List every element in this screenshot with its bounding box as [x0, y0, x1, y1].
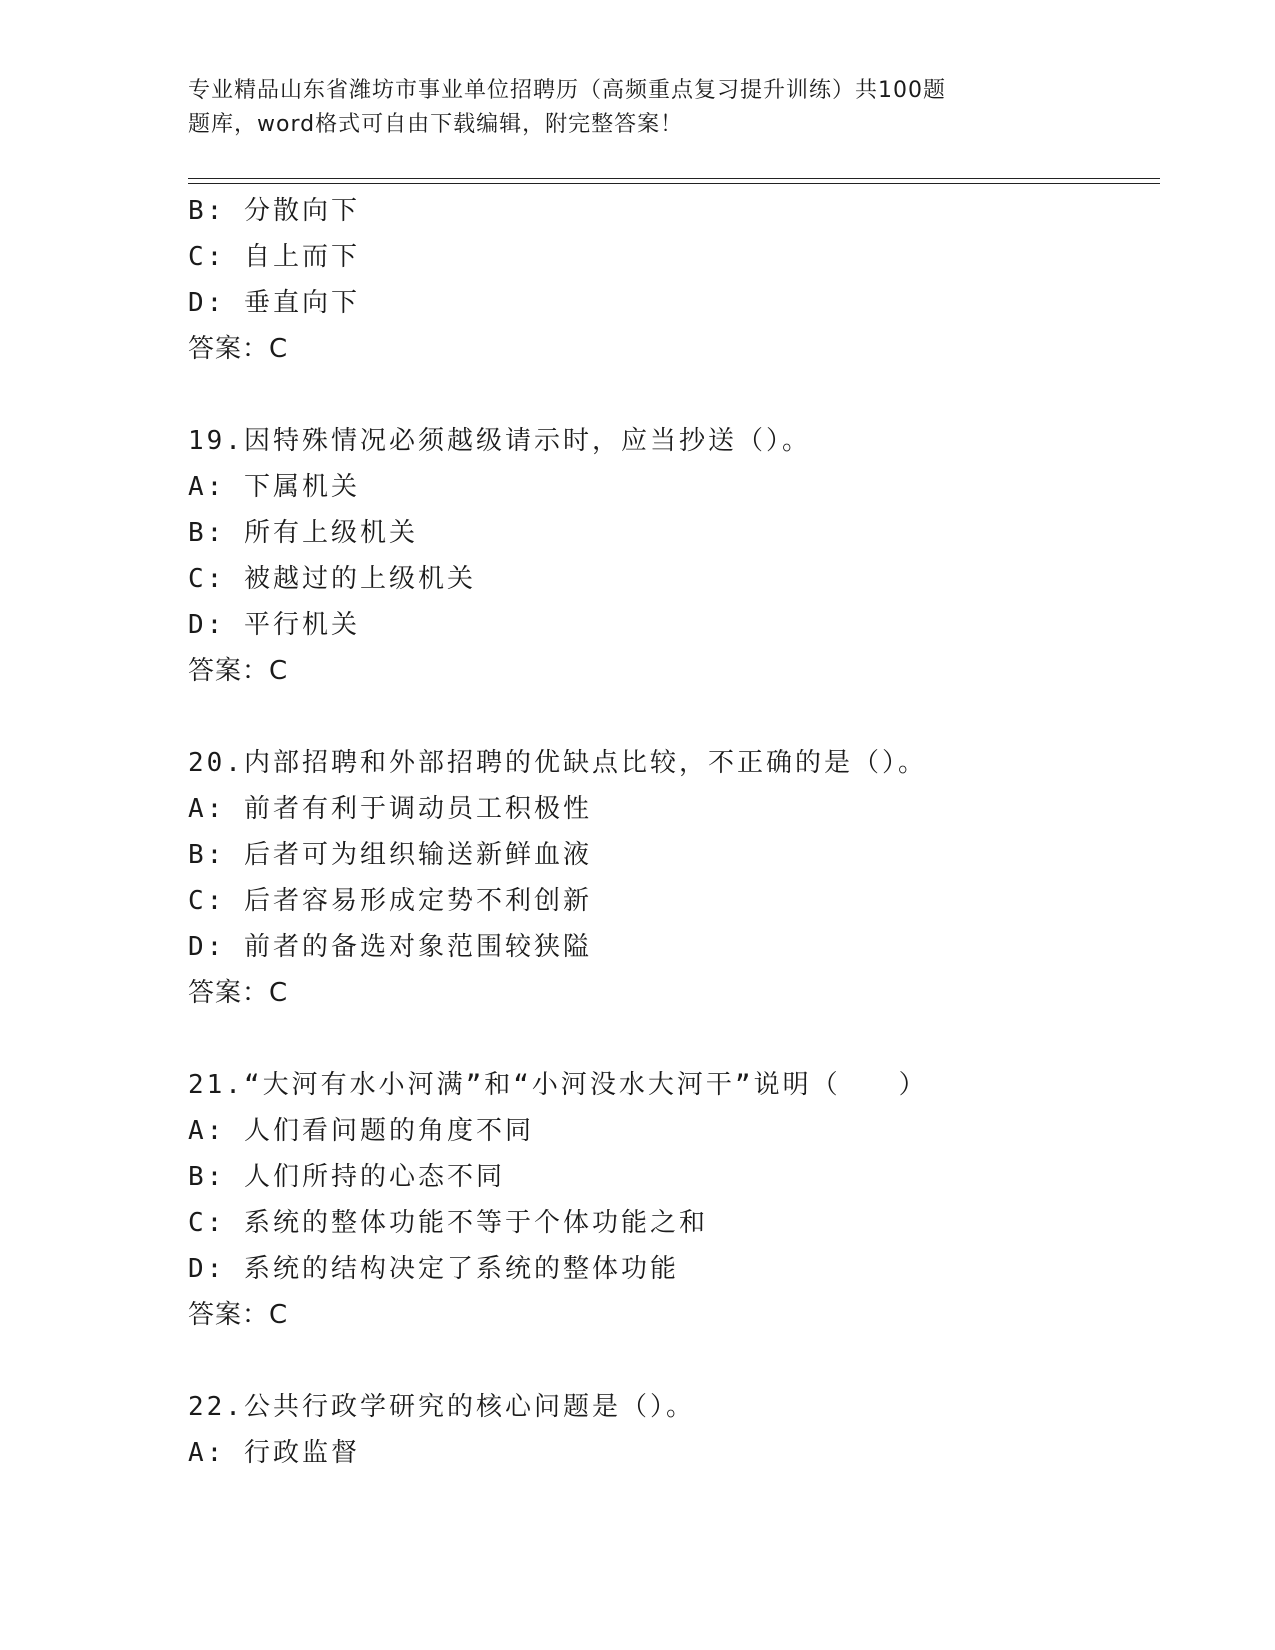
header-line-2: 题库，word格式可自由下载编辑，附完整答案！: [188, 112, 684, 137]
option-a: A: 人们看问题的角度不同: [188, 1116, 534, 1146]
answer-label: 答案：C: [188, 334, 289, 364]
option-b: B: 后者可为组织输送新鲜血液: [188, 840, 592, 870]
question-block-22: [188, 1384, 1168, 1476]
option-c: C: 自上而下: [188, 242, 360, 272]
header-divider-bottom: [188, 183, 1160, 184]
spacer: [188, 1016, 1168, 1062]
header-line-1: 专业精品山东省潍坊市事业单位招聘历（高频重点复习提升训练）共100题: [188, 78, 946, 103]
option-d: D: 前者的备选对象范围较狭隘: [188, 932, 592, 962]
option-b: B: 所有上级机关: [188, 518, 418, 548]
question-text: 22.公共行政学研究的核心问题是（）。: [188, 1392, 695, 1422]
question-text: 19.因特殊情况必须越级请示时，应当抄送（）。: [188, 426, 811, 456]
option-c: C: 被越过的上级机关: [188, 564, 476, 594]
question-block-18: [188, 188, 1168, 372]
answer-label: 答案：C: [188, 656, 289, 686]
question-text: 21.“大河有水小河满”和“小河没水大河干”说明（ ）: [188, 1070, 928, 1100]
spacer: [188, 372, 1168, 418]
spacer: [188, 694, 1168, 740]
answer-label: 答案：C: [188, 1300, 289, 1330]
answer-label: 答案：C: [188, 978, 289, 1008]
option-b: B: 人们所持的心态不同: [188, 1162, 505, 1192]
question-text: 20.内部招聘和外部招聘的优缺点比较，不正确的是（）。: [188, 748, 927, 778]
option-b: B: 分散向下: [188, 196, 360, 226]
option-d: D: 垂直向下: [188, 288, 360, 318]
question-content: [188, 188, 1168, 1476]
option-d: D: 平行机关: [188, 610, 360, 640]
option-c: C: 系统的整体功能不等于个体功能之和: [188, 1208, 708, 1238]
question-block-21: [188, 1062, 1168, 1338]
option-a: A: 下属机关: [188, 472, 360, 502]
question-block-20: [188, 740, 1168, 1016]
option-a: A: 行政监督: [188, 1438, 360, 1468]
option-a: A: 前者有利于调动员工积极性: [188, 794, 592, 824]
header-divider-top: [188, 178, 1160, 179]
question-block-19: [188, 418, 1168, 694]
spacer: [188, 1338, 1168, 1384]
option-c: C: 后者容易形成定势不利创新: [188, 886, 592, 916]
document-header: [188, 74, 1028, 142]
option-d: D: 系统的结构决定了系统的整体功能: [188, 1254, 679, 1284]
